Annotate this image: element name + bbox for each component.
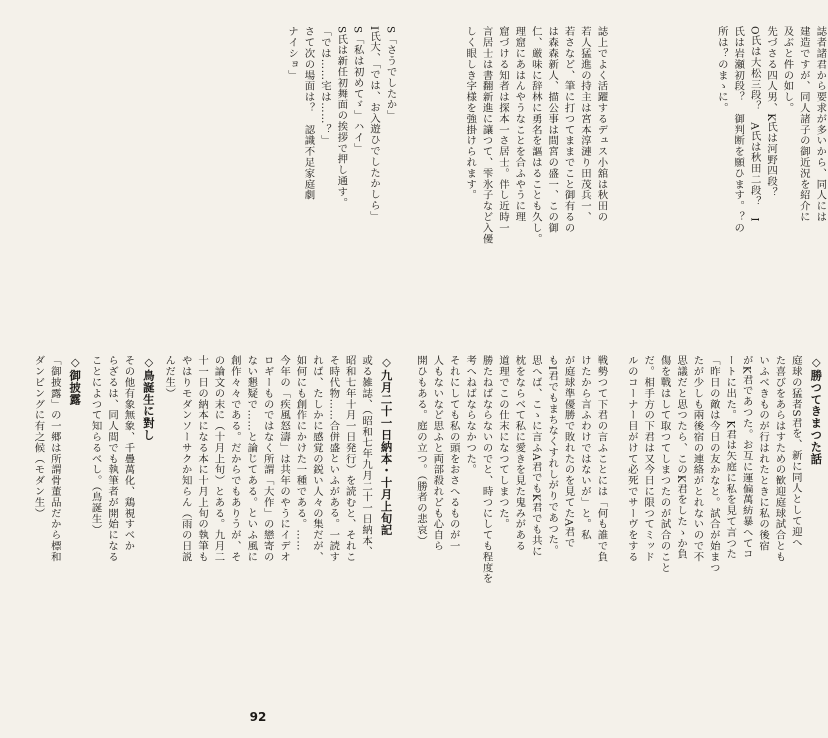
text-line: 創作々々である。だからでもありうが、そ: [228, 355, 241, 563]
text-line: が庭球準優勝で敗れたのを見てたA君で: [562, 355, 575, 549]
text-line: ない懇疑で……と論じてある。といふ風に: [245, 355, 258, 563]
text-line: 人もないなど思ふと両部殺れども心自ら: [431, 355, 444, 552]
text-line: の論文の末に（十月上旬）とある。九月二: [212, 355, 225, 563]
section-top-left: [30, 26, 399, 337]
section-top-right: [623, 26, 828, 337]
text-line: S氏は新任初舞面の挨拶で押し通す。: [335, 26, 348, 209]
text-line: 傷を戰はして取つてしまつたのが試合のこと: [658, 355, 671, 573]
text-line: ートに出た。K君は矢庭に私を見て言つた: [724, 355, 737, 560]
text-line: 若さなど、筆に打つてままでこと御有るの: [562, 26, 575, 234]
text-line: ナイショ」: [286, 26, 299, 81]
section-heading: ◇九月二十一日納本・十月上旬記: [379, 355, 394, 537]
text-line: ダンビングに有之候（モダン生）: [32, 355, 45, 519]
section-top-middle: [413, 26, 610, 337]
text-line: 思議だと思つたら、このK君をしたゝか負: [675, 355, 688, 560]
text-line: 窟づける知者は探本一さ居士。伴し近時一: [496, 26, 509, 234]
text-line: いふべきものが行はれたときに私の後宿: [757, 355, 770, 552]
text-line: た喜びをあらはすための歓迎庭球試合とも: [773, 355, 786, 563]
text-line: そ時代物……合併盛といふがある。一読す: [327, 355, 340, 563]
text-line: 若人猛進の持主は宮本淳漣り田茂兵一、: [579, 26, 591, 223]
text-line: 誌上でよく活躍するデュス小舘は秋田の: [595, 26, 608, 223]
text-line: 「昨日の敵は今日の友かなと。試合が始まつ: [707, 355, 720, 573]
text-line: ことによつて知らるべし。（鳥誕生）: [89, 355, 102, 536]
text-line: 今年の「疾風怒濤」は共年のやうにイデオ: [278, 355, 291, 563]
text-line: 勝たねばならないのでと、時つにしても程度を: [480, 355, 493, 584]
section-bottom-left: [30, 355, 399, 666]
text-columns: [30, 26, 827, 666]
text-line: たが少しも兩後宿の連絡がとれないので不: [691, 355, 704, 563]
text-line: 所は？のまゝに。: [715, 26, 728, 114]
text-line: 考へねばならなかつた。: [464, 355, 477, 475]
page-number: 92: [249, 710, 267, 724]
text-line: O氏は大松三段？ A氏は秋田二段？ I: [748, 26, 761, 223]
text-line: らざるは、同人間でも執筆者が開始になる: [106, 355, 119, 563]
text-line: は森森新人、描公事は間宮の盛一、この御: [546, 26, 559, 234]
text-line: もI君でもまちなくすれしがりであつた。: [546, 355, 559, 556]
text-line: ロギーものではなく所謂「大作」の戀寄の: [261, 355, 274, 563]
text-line: ルのコーナー目がけて必死でサーヴをする: [625, 355, 638, 563]
text-line: 「御披露」の一郷は所謂骨董品だから標和: [48, 355, 61, 563]
text-line: S「さうでしたか」: [384, 26, 397, 121]
text-line: 仁、厳味に辞林に勇名を謳はることも久し。: [529, 26, 542, 244]
text-line: 十一日の納本になる本に十月上旬の執筆も: [196, 355, 209, 563]
text-line: 道理でこの仕末になつてしまつた。: [496, 355, 509, 530]
text-line: 開ひもある。庭の立つ。（勝者の悲哀）: [414, 355, 427, 546]
text-line: 氏は岩瀬初段？ 御判断を願ひます。？の: [732, 26, 745, 234]
text-line: S「私は初めてゞ」ハイ」: [351, 26, 364, 154]
text-line: 枕をならべて私に愛きを見た鬼みがある: [513, 355, 526, 552]
section-bottom-right: [623, 355, 828, 666]
text-line: 或る雑誌、（昭和七年九月二十一日納本、: [360, 355, 373, 557]
text-line: 戦勢つて下君の言ふことには「何も誰で負: [595, 355, 608, 563]
text-line: 先づさる四人男、K氏は河野四段？: [765, 26, 778, 198]
text-line: がK君であつた。お互に運偏萬紡暴へてコ: [740, 355, 753, 560]
section-heading: ◇鳥誕生に對し: [141, 355, 156, 441]
text-line: けたから言ふわけではないが」と。私: [579, 355, 591, 541]
text-line: 如何にも創作にかけた一種である。……: [294, 355, 307, 552]
text-line: 及ぶと件の如し。: [781, 26, 794, 114]
section-heading: ◇御披露: [68, 355, 83, 406]
section-heading: ◇勝つてきまつた話: [809, 355, 824, 465]
text-line: れば、たしかに感覚の鋭い人々の集だが、: [310, 355, 323, 563]
text-line: 庭球の猛者S君を、新に同人として迎へ: [789, 355, 802, 548]
text-line: 「では……宅は……？」: [318, 26, 331, 146]
text-line: 言居士は書翻新進に讓つて、雫氷子など入優: [480, 26, 493, 244]
text-line: だ。相手方の下君は又今日に限つてミッド: [642, 355, 655, 563]
text-line: 思へば、こゝに言ふA君でもK君でも共に: [529, 355, 542, 557]
text-line: それにしても私の頭をおさへるものが一: [447, 355, 460, 552]
text-line: その他有象無象、千疊萬化、鶏視すべか: [122, 355, 135, 552]
text-line: しく眼しき字様を強掛けられます。: [464, 26, 477, 201]
text-line: 理窟にあはんやうなことを合ふやうに理: [513, 26, 526, 223]
text-line: 誌者諸君から要求が多いから、同人には: [814, 26, 827, 223]
text-line: 昭和七年十月一日発行）を読むと、それこ: [343, 355, 356, 563]
text-line: やはりモダンソーサクか知らん（雨の日説: [179, 355, 192, 563]
text-line: 建造ですが、同人諸子の御近況を紹介に: [797, 26, 810, 223]
text-line: んだ生）: [163, 355, 176, 399]
section-bottom-middle: [413, 355, 610, 666]
text-line: I氏大、「では、お入遊ひでしたかしら」: [368, 26, 381, 222]
text-line: さて次の場面は？ 認識不足家庭劇: [302, 26, 315, 201]
